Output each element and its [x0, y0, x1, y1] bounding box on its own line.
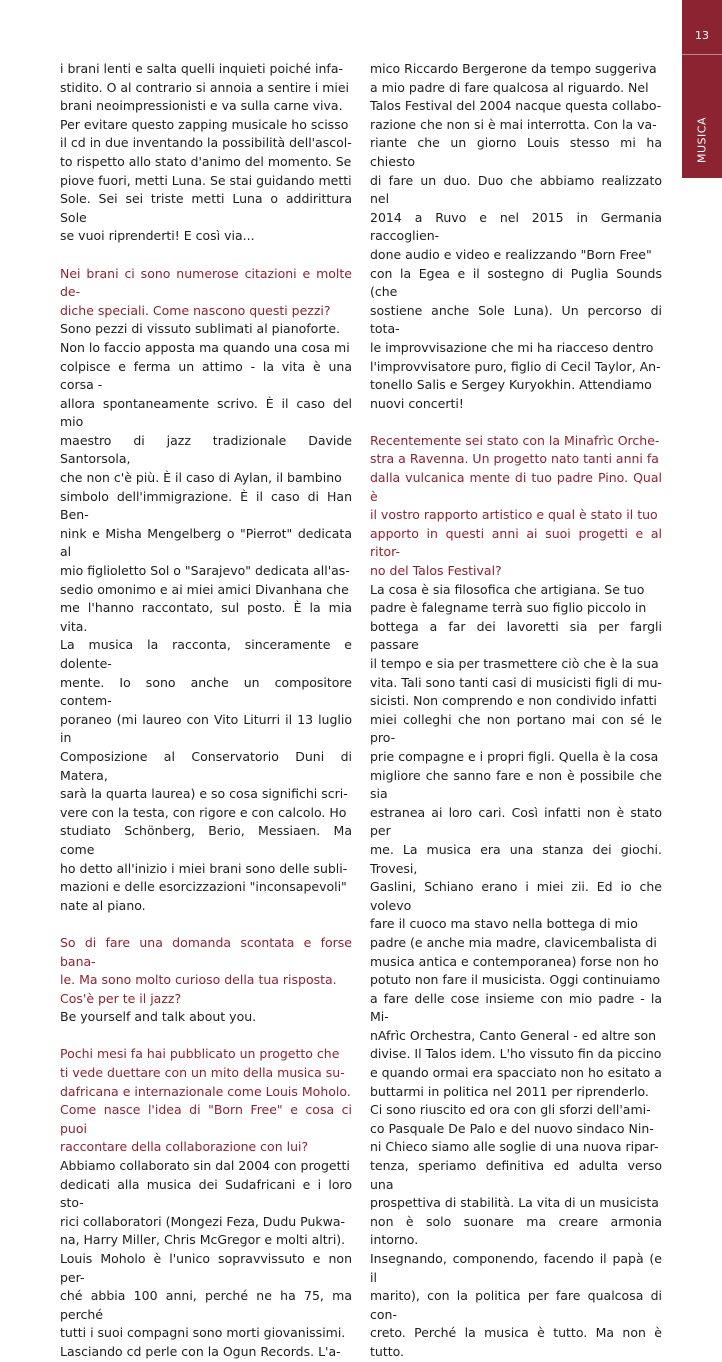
answer-jazz: Be yourself and talk about you.	[60, 1009, 257, 1025]
left-column	[60, 60, 352, 1362]
question-born-free: Pochi mesi fa hai pubblicato un progetto che ti vede duettare con un mito della musica su- dafricana e internazionale come Louis Moholo. Come nasce l'idea di "Born Free" e cosa ci puoi raccontare della collaborazione con lui?	[60, 1046, 352, 1155]
spacer	[370, 413, 662, 432]
right-column	[370, 60, 662, 1362]
section-label-text: MUSICA	[695, 117, 709, 163]
page-number: 13	[695, 29, 709, 42]
spacer	[60, 246, 352, 265]
answer-citazioni: Sono pezzi di vissuto sublimati al pianoforte. Non lo faccio apposta ma quando una cosa mi colpisce e ferma un attimo - la vita è una corsa - allora spontaneamente scrivo. È il caso del mio maestro di jazz tradizionale Davide Santorsola, che non c'è più. È il caso di Aylan, il bambino simbolo dell'immigrazione. È il caso di Han Ben- nink e Misha Mengelberg o "Pierrot" dedicata al mio figlioletto Sol o "Sarajevo" dedicata all'as- sedio omonimo e ai miei amici Divanhana che me l'hanno raccontato, sul posto. È la mia vita. La musica la racconta, sinceramente e dolente- mente. Io sono anche un compositore contem- poraneo (mi laureo con Vito Liturri il 13 luglio in Composizione al Conservatorio Duni di Matera, sarà la quarta laurea) e so cosa significhi scri- vere con la testa, con rigore e con calcolo. Ho studiato Schönberg, Berio, Messiaen. Ma come ho detto all'inizio i miei brani sono delle subli- mazioni e delle esorcizzazioni "inconsapevoli" nate al piano.	[60, 321, 352, 913]
answer-born-free: Abbiamo collaborato sin dal 2004 con progetti dedicati alla musica dei Sudafricani e i loro sto- rici collaboratori (Mongezi Feza, Dudu Pukwa- na, Harry Miller, Chris McGregor e molti altri). Louis Moholo è l'unico sopravvissuto e non per- ché abbia 100 anni, perché ne ha 75, ma perché tutti i suoi compagni sono morti giovanissimi. Lasciando cd perle con la Ogun Records. L'a-	[60, 1158, 352, 1359]
answer-born-free-continued: mico Riccardo Bergerone da tempo suggeriva a mio padre di fare qualcosa al riguardo. Nel Talos Festival del 2004 nacque questa collabo- razione che non si è mai interrotta. Con la va- riante che un giorno Louis stesso mi ha chiesto di fare un duo. Duo che abbiamo realizzato nel 2014 a Ruvo e nel 2015 in Germania raccoglien- done audio e video e realizzando "Born Free" con la Egea e il sostegno di Puglia Sounds (che sostiene anche Sole Luna). Un percorso di tota- le improvvisazione che mi ha riacceso dentro l'improvvisatore puro, figlio di Cecil Taylor, An- tonello Salis e Sergey Kuryokhin. Attendiamo nuovi concerti!	[370, 61, 662, 411]
question-jazz: So di fare una domanda scontata e forse bana- le. Ma sono molto curioso della tua risposta. Cos'è per te il jazz?	[60, 934, 352, 1006]
answer-minafric: La cosa è sia filosofica che artigiana. Se tuo padre è falegname terrà suo figlio piccolo in bottega a far dei lavoretti sia per fargli passare il tempo e sia per trasmettere ciò che è la sua vita. Tali sono tanti casi di musicisti figli di mu- sicisti. Non comprendo e non condivido infatti miei colleghi che non portano mai con sé le pro- prie compagne e i propri figli. Quella è la cosa migliore che sanno fare e non è possibile che sia estranea ai loro cari. Così infatti non è stato per me. La musica era una stanza dei giochi. Trovesi, Gaslini, Schiano erano i miei zii. Ed io che volevo fare il cuoco ma stavo nella bottega di mio padre (e anche mia madre, clavicembalista di musica antica e contemporanea) forse non ho potuto non fare il musicista. Oggi continuiamo a fare delle cose insieme con mio padre - la Mi- nAfrìc Orchestra, Canto General - ed altre son divise. Il Talos idem. L'ho vissuto fin da piccino e quando ormai era spacciato non ho esitato a buttarmi in politica nel 2011 per riprenderlo. Ci sono riuscito ed ora con gli sforzi dell'ami- co Pasquale De Palo e del nuovo sindaco Nin- ni Chieco siamo alle soglie di una nuova ripar- tenza, speriamo definitiva ed adulta verso una prospettiva di stabilità. La vita di un musicista non è solo suonare ma creare armonia intorno. Insegnando, componendo, facendo il papà (e il marito), con la politica per fare qualcosa di con- creto. Perché la musica è tutto. Ma non è tutto.	[370, 581, 662, 1359]
spacer	[60, 1027, 352, 1046]
question-citazioni: Nei brani ci sono numerose citazioni e molte de- diche speciali. Come nascono questi pezzi?	[60, 265, 352, 318]
intro-paragraph: i brani lenti e salta quelli inquieti poiché infa- stidito. O al contrario si annoia a sentire i miei brani neoimpressionisti e va sulla carne viva. Per evitare questo zapping musicale ho scisso il cd in due inventando la possibilità dell'ascol- to rispetto allo stato d'animo del momento. Se piove fuori, metti Luna. Se stai guidando metti Sole. Sei sei triste metti Luna o addirittura Sole se vuoi riprenderti! E così via...	[60, 61, 352, 244]
section-tab	[682, 0, 722, 178]
tab-divider	[682, 54, 722, 55]
section-label	[682, 110, 722, 170]
question-minafric: Recentemente sei stato con la Minafrìc Orche- stra a Ravenna. Un progetto nato tanti anni fa dalla vulcanica mente di tuo padre Pino. Qual è il vostro rapporto artistico e qual è stato il tuo apporto in questi anni ai suoi progetti e al ritor- no del Talos Festival?	[370, 432, 662, 579]
spacer	[60, 915, 352, 934]
